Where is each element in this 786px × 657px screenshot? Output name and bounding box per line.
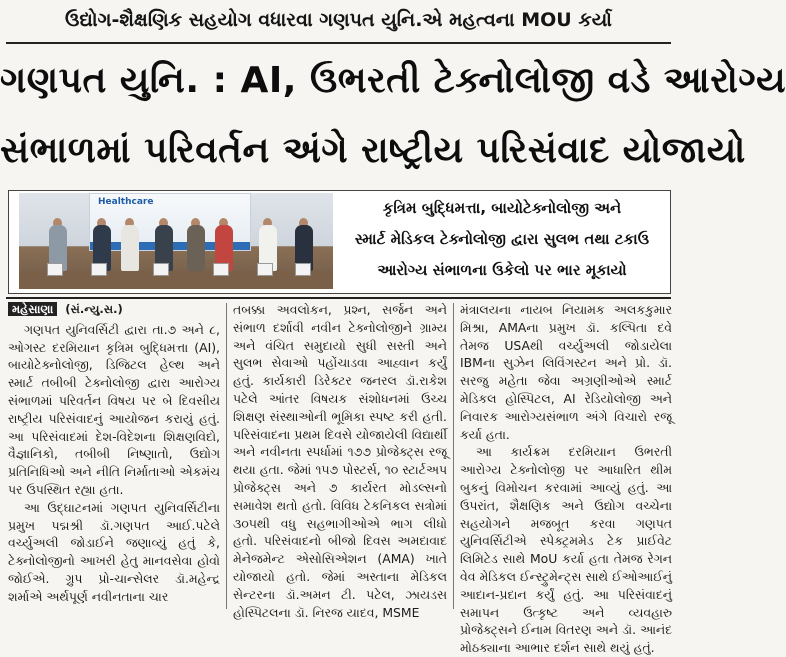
person-figure (187, 225, 205, 271)
dateline-agency: (સં.ન્યુ.સ.) (65, 302, 123, 316)
paragraph: આ કાર્યક્રમ દરમિયાન ઉભરતી આરોગ્ય ટેક્નોલોજી પર આધારિત થીમ બુકનું વિમોચન કરવામાં આવ્યું હતું. આ ઉપરાંત, શૈક્ષણિક અને ઉદ્યોગ વચ્ચેના સહયોગને મજબૂત કરવા ગણપત યુનિવર્સિટીએ સ્પેક્ટ્રમમેડ ટેક પ્રાઈવેટ લિમિટેડ સાથે MoU કર્યા હતા તેમજ રેગન વેવ મેડિકલ ઈન્સ્ટ્રુમેન્ટ્સ સાથે ઈઓઆઈનું આદાન-પ્રદાન કર્યું હતું. આ પરિસંવાદનું સમાપન ઉત્કૃષ્ટ અને વ્યવહારુ પ્રોજેક્ટ્સને ઈનામ વિતરણ અને ડૉ. આનંદ મોઠક્યાના આભાર દર્શન સાથે થયું હતું. (460, 444, 672, 656)
caption-line-2: સ્માર્ટ મેડિકલ ટેક્નોલોજી દ્વારા સુલભ તથા ટકાઉ (354, 230, 650, 248)
stage-table (19, 271, 333, 289)
person-figure (121, 225, 139, 271)
caption-line-3: આરોગ્ય સંભાળના ઉકેલો પર ભાર મૂકાયો (377, 261, 627, 279)
kicker-headline: ઉદ્યોગ-શૈક્ષણિક સહયોગ વધારવા ગણપત યુનિ.એ મહત્વના MOU કર્યા (65, 9, 612, 31)
hero-caption (335, 193, 669, 289)
event-photo (19, 193, 333, 289)
column-divider (453, 303, 454, 609)
headline-line-1: ગણપત યુનિ. : AI, ઉભરતી ટેક્નોલોજી વડે આરોગ્ય (0, 60, 786, 101)
article-column-1 (8, 301, 220, 611)
paragraph: ગણપત યુનિવર્સિટી દ્વારા તા.૭ અને ૮, ઓગસ્ટ દરમિયાન કૃત્રિમ બુદ્ધિમત્તા (AI), બાયોટેક્નોલોજી, ડિજિટલ હેલ્થ અને સ્માર્ટ તબીબી ટેક્નોલોજી દ્વારા આરોગ્ય સંભાળમાં પરિવર્તન વિષય પર બે દિવસીય રાષ્ટ્રીય પરિસંવાદનું આયોજન કરાયું હતું. આ પરિસંવાદમાં દેશ-વિદેશના શિક્ષણવિદો, વૈજ્ઞાનિકો, તબીબી નિષ્ણાતો, ઉદ્યોગ પ્રતિનિધિઓ અને નીતિ નિર્માતાઓ એકમંચ પર ઉપસ્થિત રહ્યા હતા. (8, 321, 220, 497)
paragraph: આ ઉદ્ઘાટનમાં ગણપત યુનિવર્સિટીના પ્રમુખ પદ્મશ્રી ડૉ.ગણપત આઈ.પટેલે વર્ચ્યુઅલી જોડાઈને જણાવ્યું હતું કે, ટેક્નોલોજીનો આખરી હેતુ માનવસેવા હોવો જોઈએ. ગ્રુપ પ્રો-ચાન્સેલર ડૉ.મહેન્દ્ર શર્માએ અર્થપૂર્ણ નવીનતાના ચાર (8, 499, 220, 604)
paragraph: મંત્રાલયના નાયબ નિયામક અલકકુમાર મિશ્રા, AMAના પ્રમુખ ડૉ. કલ્પિતા દવે તેમજ USAથી વર્ચ્યુઅલી જોડાયેલા IBMના સુઝેન લિવિંગસ્ટન અને પ્રો. ડૉ. સરજુ મહેતા જેવા અગ્રણીઓએ સ્માર્ટ મેડિકલ હોસ્પિટલ, AI રેડિયોલોજી અને નિવારક આરોગ્યસંભાળ અંગે વિચારો રજૂ કર્યા હતા. (460, 302, 672, 442)
headline-line-2: સંભાળમાં પરિવર્તન અંગે રાષ્ટ્રીય પરિસંવાદ યોજાયો (0, 130, 746, 171)
dateline (8, 301, 220, 319)
article-column-3 (460, 301, 672, 656)
hero-box (8, 190, 671, 294)
banner-logo-text: Healthcare (98, 197, 154, 207)
section-rule (6, 297, 671, 299)
caption-line-1: કૃત્રિમ બુદ્ધિમત્તા, બાયોટેક્નોલોજી અને (382, 199, 622, 217)
dateline-place: મહેસાણા (8, 302, 57, 316)
article-column-2 (233, 301, 447, 620)
column-divider (226, 303, 227, 609)
paragraph: તબક્કા અવલોકન, પ્રશ્ન, સર્જન અને સંભાળ દર્શાવી નવીન ટેક્નોલોજીને ગ્રામ્ય અને વંચિત સમુદાયો સુધી સસ્તી અને સુલભ સેવાઓ પહોંચાડવા આહ્વાન કર્યું હતું. કાર્યકારી ડિરેક્ટર જનરલ ડૉ.રાકેશ પટેલે આંતર વિષયક સંશોધનમાં ઉચ્ચ શિક્ષણ સંસ્થાઓની ભૂમિકા સ્પષ્ટ કરી હતી. પરિસંવાદના પ્રથમ દિવસે યોજાયેલી વિદ્યાર્થી અને નવીનતા સ્પર્ધામાં ૧૭૭ પ્રોજેક્ટ્સ રજૂ થયા હતા. જેમાં ૧૫૭ પોસ્ટર્સ, ૧૦ સ્ટાર્ટઅપ પ્રોજેક્ટ્સ અને ૭ કાર્યરત મોડલ્સનો સમાવેશ થતો હતો. વિવિધ ટેકનિકલ સત્રોમાં ૩૦૫થી વધુ સહભાગીઓએ ભાગ લીધો હતો. પરિસંવાદનો બીજો દિવસ અમદાવાદ મેનેજમેન્ટ એસોસિએશન (AMA) ખાતે યોજાયો હતો. જેમાં અસ્તાના મેડિકલ સેન્ટરના ડૉ.અમન ટી. પટેલ, ઝાયડસ હોસ્પિટલના ડૉ. નિરજ યાદવ, MSME (233, 302, 447, 620)
top-rule (6, 42, 671, 44)
